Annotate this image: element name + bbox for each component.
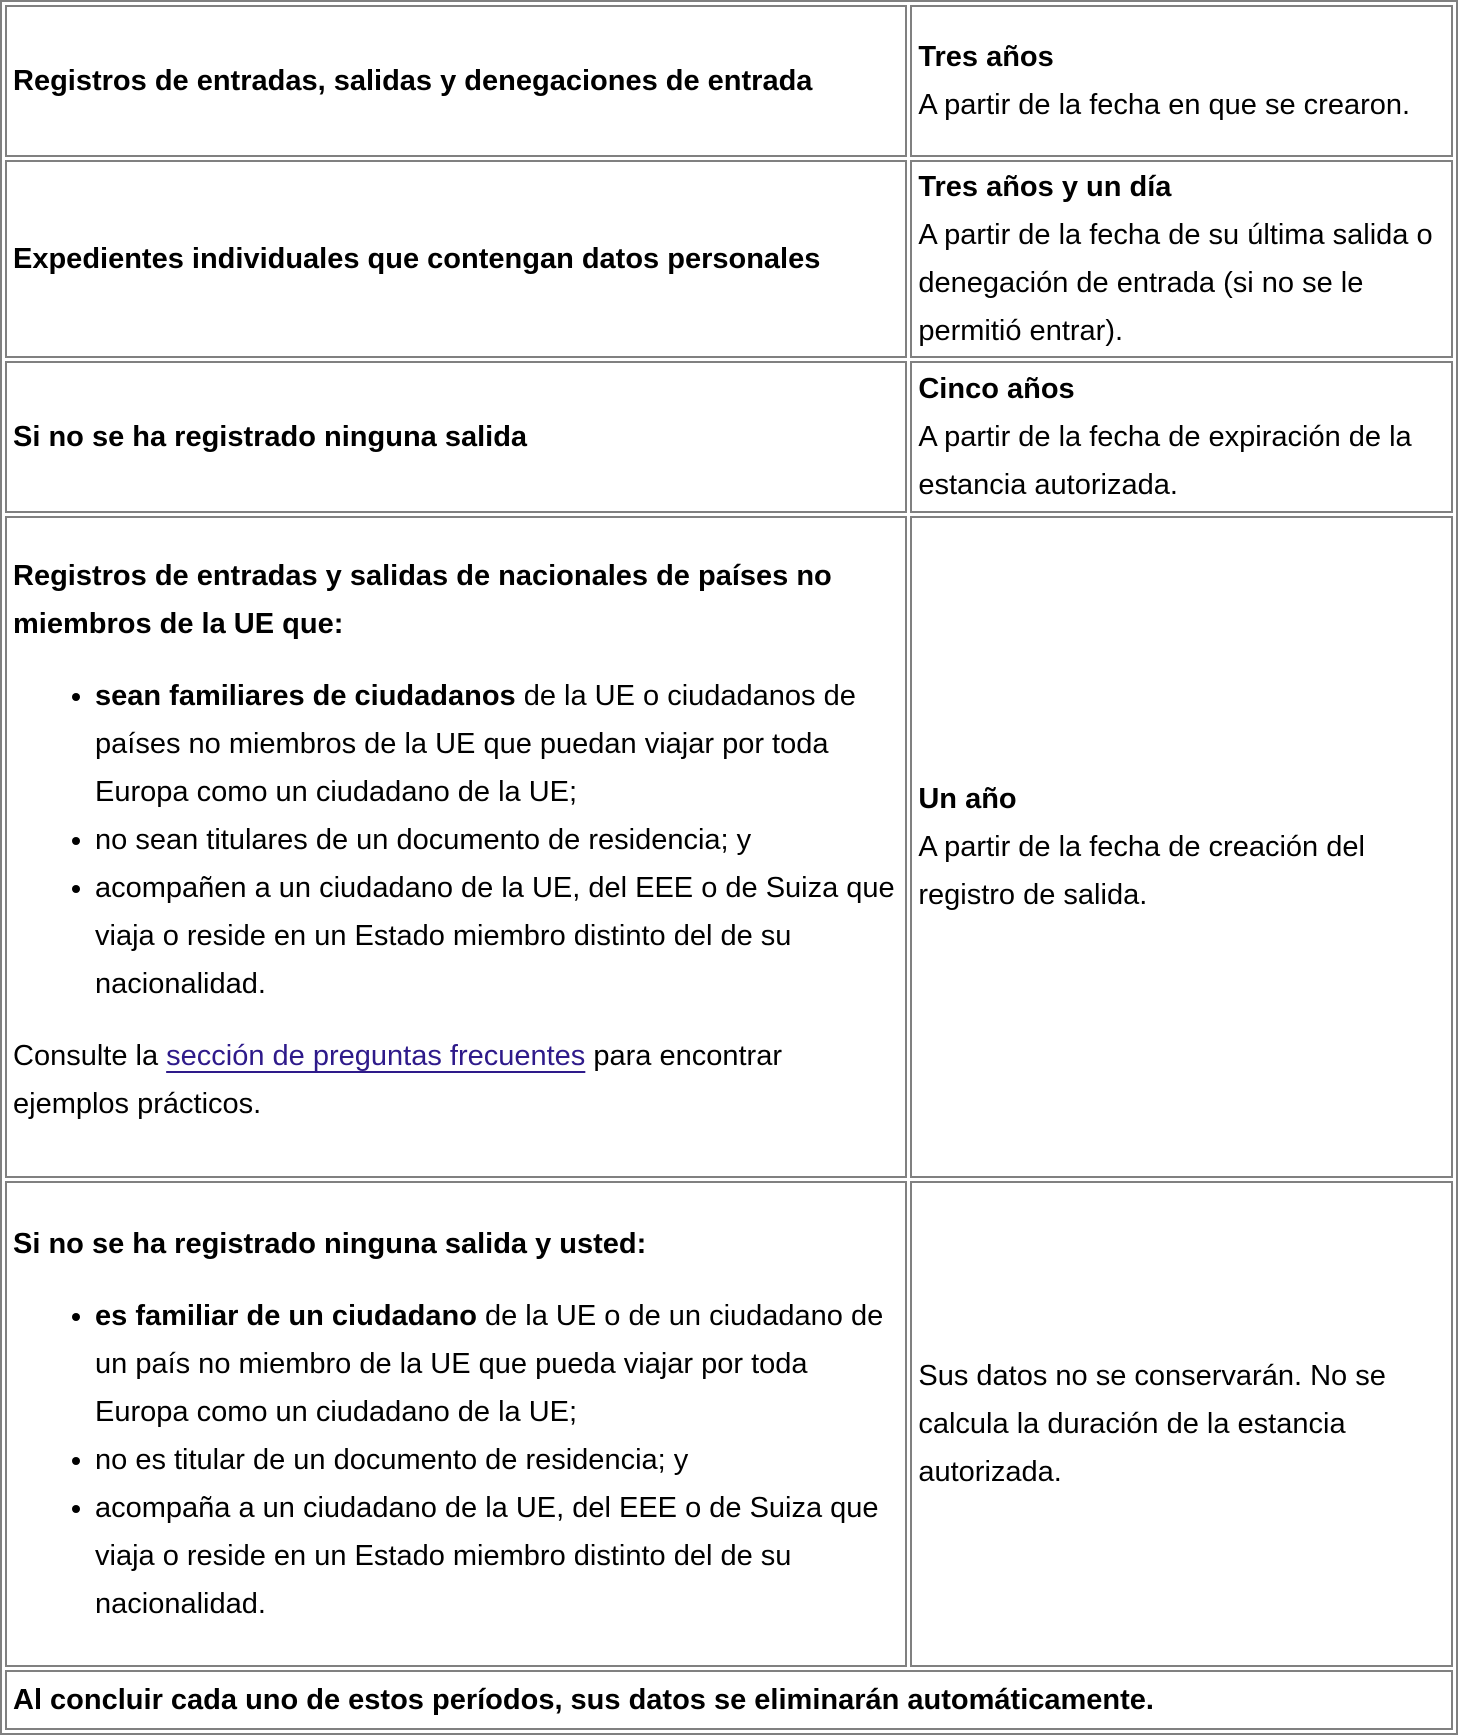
list-item <box>95 816 903 864</box>
footer-note: Al concluir cada uno de estos períodos, sus datos se eliminarán automáticamente. <box>5 1670 1453 1730</box>
list-item-text: no sean titulares de un documento de residencia; y <box>95 824 752 856</box>
category-cell <box>5 1181 907 1667</box>
category-cell <box>5 516 907 1178</box>
period-cell <box>910 160 1453 358</box>
category-label: Expedientes individuales que contengan datos personales <box>13 243 821 275</box>
period-title: Tres años y un día <box>918 171 1172 203</box>
table-row <box>5 5 1453 157</box>
list-item <box>95 1484 903 1628</box>
no-exit-conditions-list <box>13 1292 903 1628</box>
category-cell <box>5 160 907 358</box>
period-cell <box>910 361 1453 513</box>
faq-link[interactable]: sección de preguntas frecuentes <box>166 1040 586 1072</box>
family-conditions-list <box>13 672 903 1008</box>
list-item-text: de la UE o ciudadanos de países no miembros de la UE que puedan viajar por toda Europa como un ciudadano de la UE; <box>95 680 856 808</box>
faq-text-after: para encontrar ejemplos prácticos. <box>13 1040 782 1120</box>
list-item-bold: sean familiares de ciudadanos <box>95 680 516 712</box>
period-cell <box>910 1181 1453 1667</box>
table-row <box>5 160 1453 358</box>
faq-paragraph <box>13 1032 903 1128</box>
list-item-text: de la UE o de un ciudadano de un país no miembro de la UE que pueda viajar por toda Europa como un ciudadano de la UE; <box>95 1300 884 1428</box>
period-title: Un año <box>918 783 1017 815</box>
category-cell <box>5 361 907 513</box>
list-item-text: no es titular de un documento de residencia; y <box>95 1444 689 1476</box>
period-description: A partir de la fecha de su última salida o denegación de entrada (si no se le permitió entrar). <box>918 219 1433 347</box>
list-item <box>95 672 903 816</box>
faq-text-before: Consulte la <box>13 1040 167 1072</box>
period-description: A partir de la fecha de expiración de la estancia autorizada. <box>918 421 1412 501</box>
table-row <box>5 1670 1453 1730</box>
period-cell <box>910 5 1453 157</box>
period-description: A partir de la fecha en que se crearon. <box>918 89 1411 121</box>
list-item <box>95 1436 903 1484</box>
list-item-bold: es familiar de un ciudadano <box>95 1300 477 1332</box>
period-description: A partir de la fecha de creación del registro de salida. <box>918 831 1365 911</box>
table-row <box>5 361 1453 513</box>
list-item <box>95 864 903 1008</box>
table-row <box>5 516 1453 1178</box>
period-title: Cinco años <box>918 373 1075 405</box>
family-block-heading: Registros de entradas y salidas de nacionales de países no miembros de la UE que: <box>13 560 832 640</box>
category-label: Registros de entradas, salidas y denegaciones de entrada <box>13 65 813 97</box>
category-cell <box>5 5 907 157</box>
period-description: Sus datos no se conservarán. No se calcula la duración de la estancia autorizada. <box>918 1360 1386 1488</box>
list-item <box>95 1292 903 1436</box>
period-cell <box>910 516 1453 1178</box>
list-item-text: acompaña a un ciudadano de la UE, del EEE o de Suiza que viaja o reside en un Estado miembro distinto del de su nacionalidad. <box>95 1492 879 1620</box>
table-row <box>5 1181 1453 1667</box>
list-item-text: acompañen a un ciudadano de la UE, del EEE o de Suiza que viaja o reside en un Estado miembro distinto del de su nacionalidad. <box>95 872 895 1000</box>
period-title: Tres años <box>918 41 1054 73</box>
category-label: Si no se ha registrado ninguna salida <box>13 421 528 453</box>
no-exit-block-heading: Si no se ha registrado ninguna salida y usted: <box>13 1228 647 1260</box>
